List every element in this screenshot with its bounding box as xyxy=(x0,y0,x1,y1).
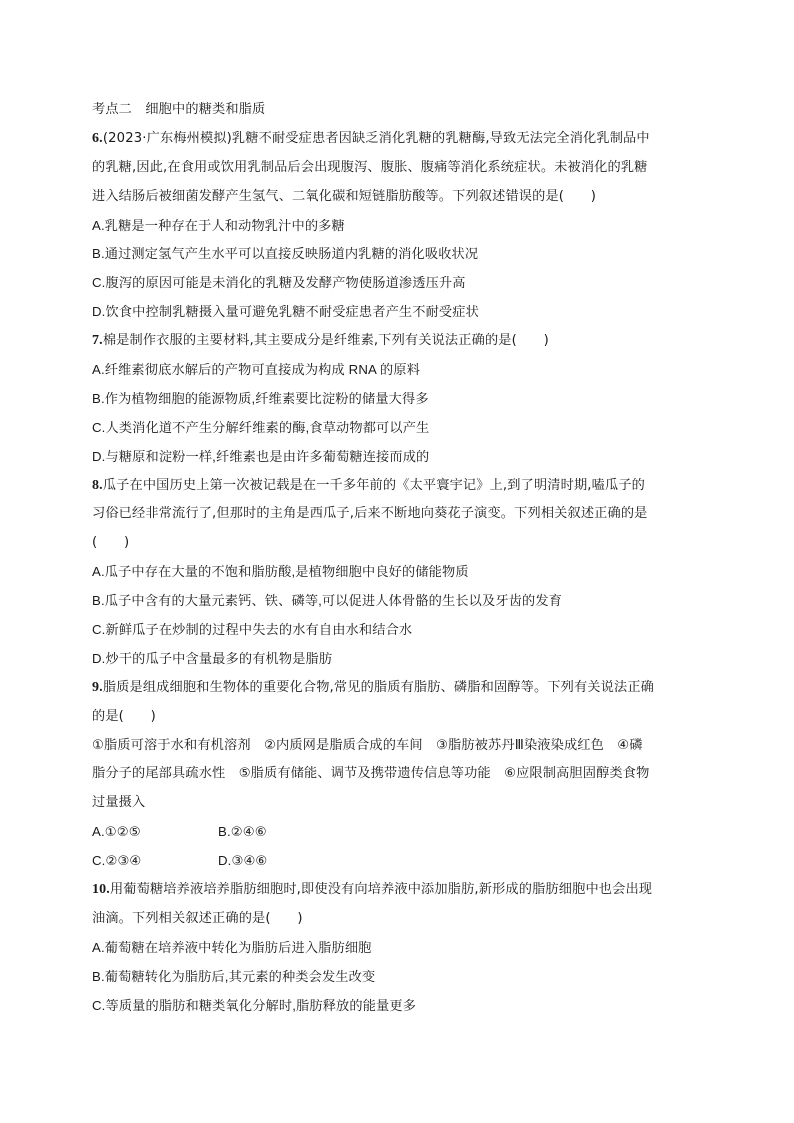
option-a: A.瓜子中存在大量的不饱和脂肪酸,是植物细胞中良好的储能物质 xyxy=(92,564,469,580)
option-a: A.纤维素彻底水解后的产物可直接成为构成 RNA 的原料 xyxy=(92,362,421,378)
option-d: D.与糖原和淀粉一样,纤维素也是由许多葡萄糖连接而成的 xyxy=(92,448,430,464)
option-d: D.炒干的瓜子中含量最多的有机物是脂肪 xyxy=(92,650,333,666)
option-row xyxy=(92,851,712,871)
question-stem-line: 7.棉是制作衣服的主要材料,其主要成分是纤维素,下列有关说法正确的是( ) xyxy=(92,333,549,349)
option-d: D.饮食中控制乳糖摄入量可避免乳糖不耐受症患者产生不耐受症状 xyxy=(92,304,479,320)
question-stem-line: 的乳糖,因此,在食用或饮用乳制品后会出现腹泻、腹胀、腹痛等消化系统症状。未被消化的乳糖 xyxy=(92,159,648,175)
option-b: B.作为植物细胞的能源物质,纤维素要比淀粉的储量大得多 xyxy=(92,390,429,406)
question-9 xyxy=(92,678,712,871)
question-stem-line: 油滴。下列相关叙述正确的是( ) xyxy=(92,910,303,926)
option-b: B.葡萄糖转化为脂肪后,其元素的种类会发生改变 xyxy=(92,968,376,984)
question-number: 7. xyxy=(92,333,103,349)
option-b: B.通过测定氢气产生水平可以直接反映肠道内乳糖的消化吸收状况 xyxy=(92,246,479,262)
option-c: C.等质量的脂肪和糖类氧化分解时,脂肪释放的能量更多 xyxy=(92,997,417,1013)
question-stem-line: 9.脂质是组成细胞和生物体的重要化合物,常见的脂质有脂肪、磷脂和固醇等。下列有关说法正确 xyxy=(92,679,654,695)
option-c: C.②③④ xyxy=(92,853,142,869)
question-6 xyxy=(92,129,712,322)
question-number: 10. xyxy=(92,882,110,898)
question-stem-line: ( ) xyxy=(92,535,130,551)
option-a: A.乳糖是一种存在于人和动物乳汁中的多糖 xyxy=(92,217,345,233)
option-c: C.新鲜瓜子在炒制的过程中失去的水有自由水和结合水 xyxy=(92,622,413,638)
document-page xyxy=(92,100,712,1025)
option-b: B.②④⑥ xyxy=(218,824,267,840)
option-c: C.人类消化道不产生分解纤维素的酶,食草动物都可以产生 xyxy=(92,419,430,435)
option-row xyxy=(92,822,712,842)
question-stem-line: 进入结肠后被细菌发酵产生氢气、二氧化碳和短链脂肪酸等。下列叙述错误的是( ) xyxy=(92,188,597,204)
statement-line: 过量摄入 xyxy=(92,795,146,811)
question-stem-line: 6.(2023·广东梅州模拟)乳糖不耐受症患者因缺乏消化乳糖的乳糖酶,导致无法完全消化乳制品中 xyxy=(92,130,650,146)
statement-line: ①脂质可溶于水和有机溶剂 ②内质网是脂质合成的车间 ③脂肪被苏丹Ⅲ染液染成红色 ④磷 xyxy=(92,737,643,753)
option-b: B.瓜子中含有的大量元素钙、铁、磷等,可以促进人体骨骼的生长以及牙齿的发育 xyxy=(92,593,563,609)
question-number: 6. xyxy=(92,130,103,146)
question-number: 9. xyxy=(92,679,103,695)
option-a: A.①②⑤ xyxy=(92,824,141,840)
option-d: D.③④⑥ xyxy=(218,853,268,869)
question-8 xyxy=(92,476,712,669)
question-10 xyxy=(92,880,712,1016)
section-title: 考点二 细胞中的糖类和脂质 xyxy=(92,102,266,117)
question-stem-line: 10.用葡萄糖培养液培养脂肪细胞时,即使没有向培养液中添加脂肪,新形成的脂肪细胞中也会出现 xyxy=(92,882,653,898)
question-number: 8. xyxy=(92,477,103,493)
question-stem-line: 习俗已经非常流行了,但那时的主角是西瓜子,后来不断地向葵花子演变。下列相关叙述正确的是 xyxy=(92,506,648,522)
option-c: C.腹泻的原因可能是未消化的乳糖及发酵产物使肠道渗透压升高 xyxy=(92,275,466,291)
statement-line: 脂分子的尾部具疏水性 ⑤脂质有储能、调节及携带遗传信息等功能 ⑥应限制高胆固醇类食物 xyxy=(92,766,650,782)
question-7 xyxy=(92,331,712,467)
question-stem-line: 8.瓜子在中国历史上第一次被记载是在一千多年前的《太平寰宇记》上,到了明清时期,嗑瓜子的 xyxy=(92,477,645,493)
question-stem-line: 的是( ) xyxy=(92,708,156,724)
option-a: A.葡萄糖在培养液中转化为脂肪后进入脂肪细胞 xyxy=(92,939,372,955)
